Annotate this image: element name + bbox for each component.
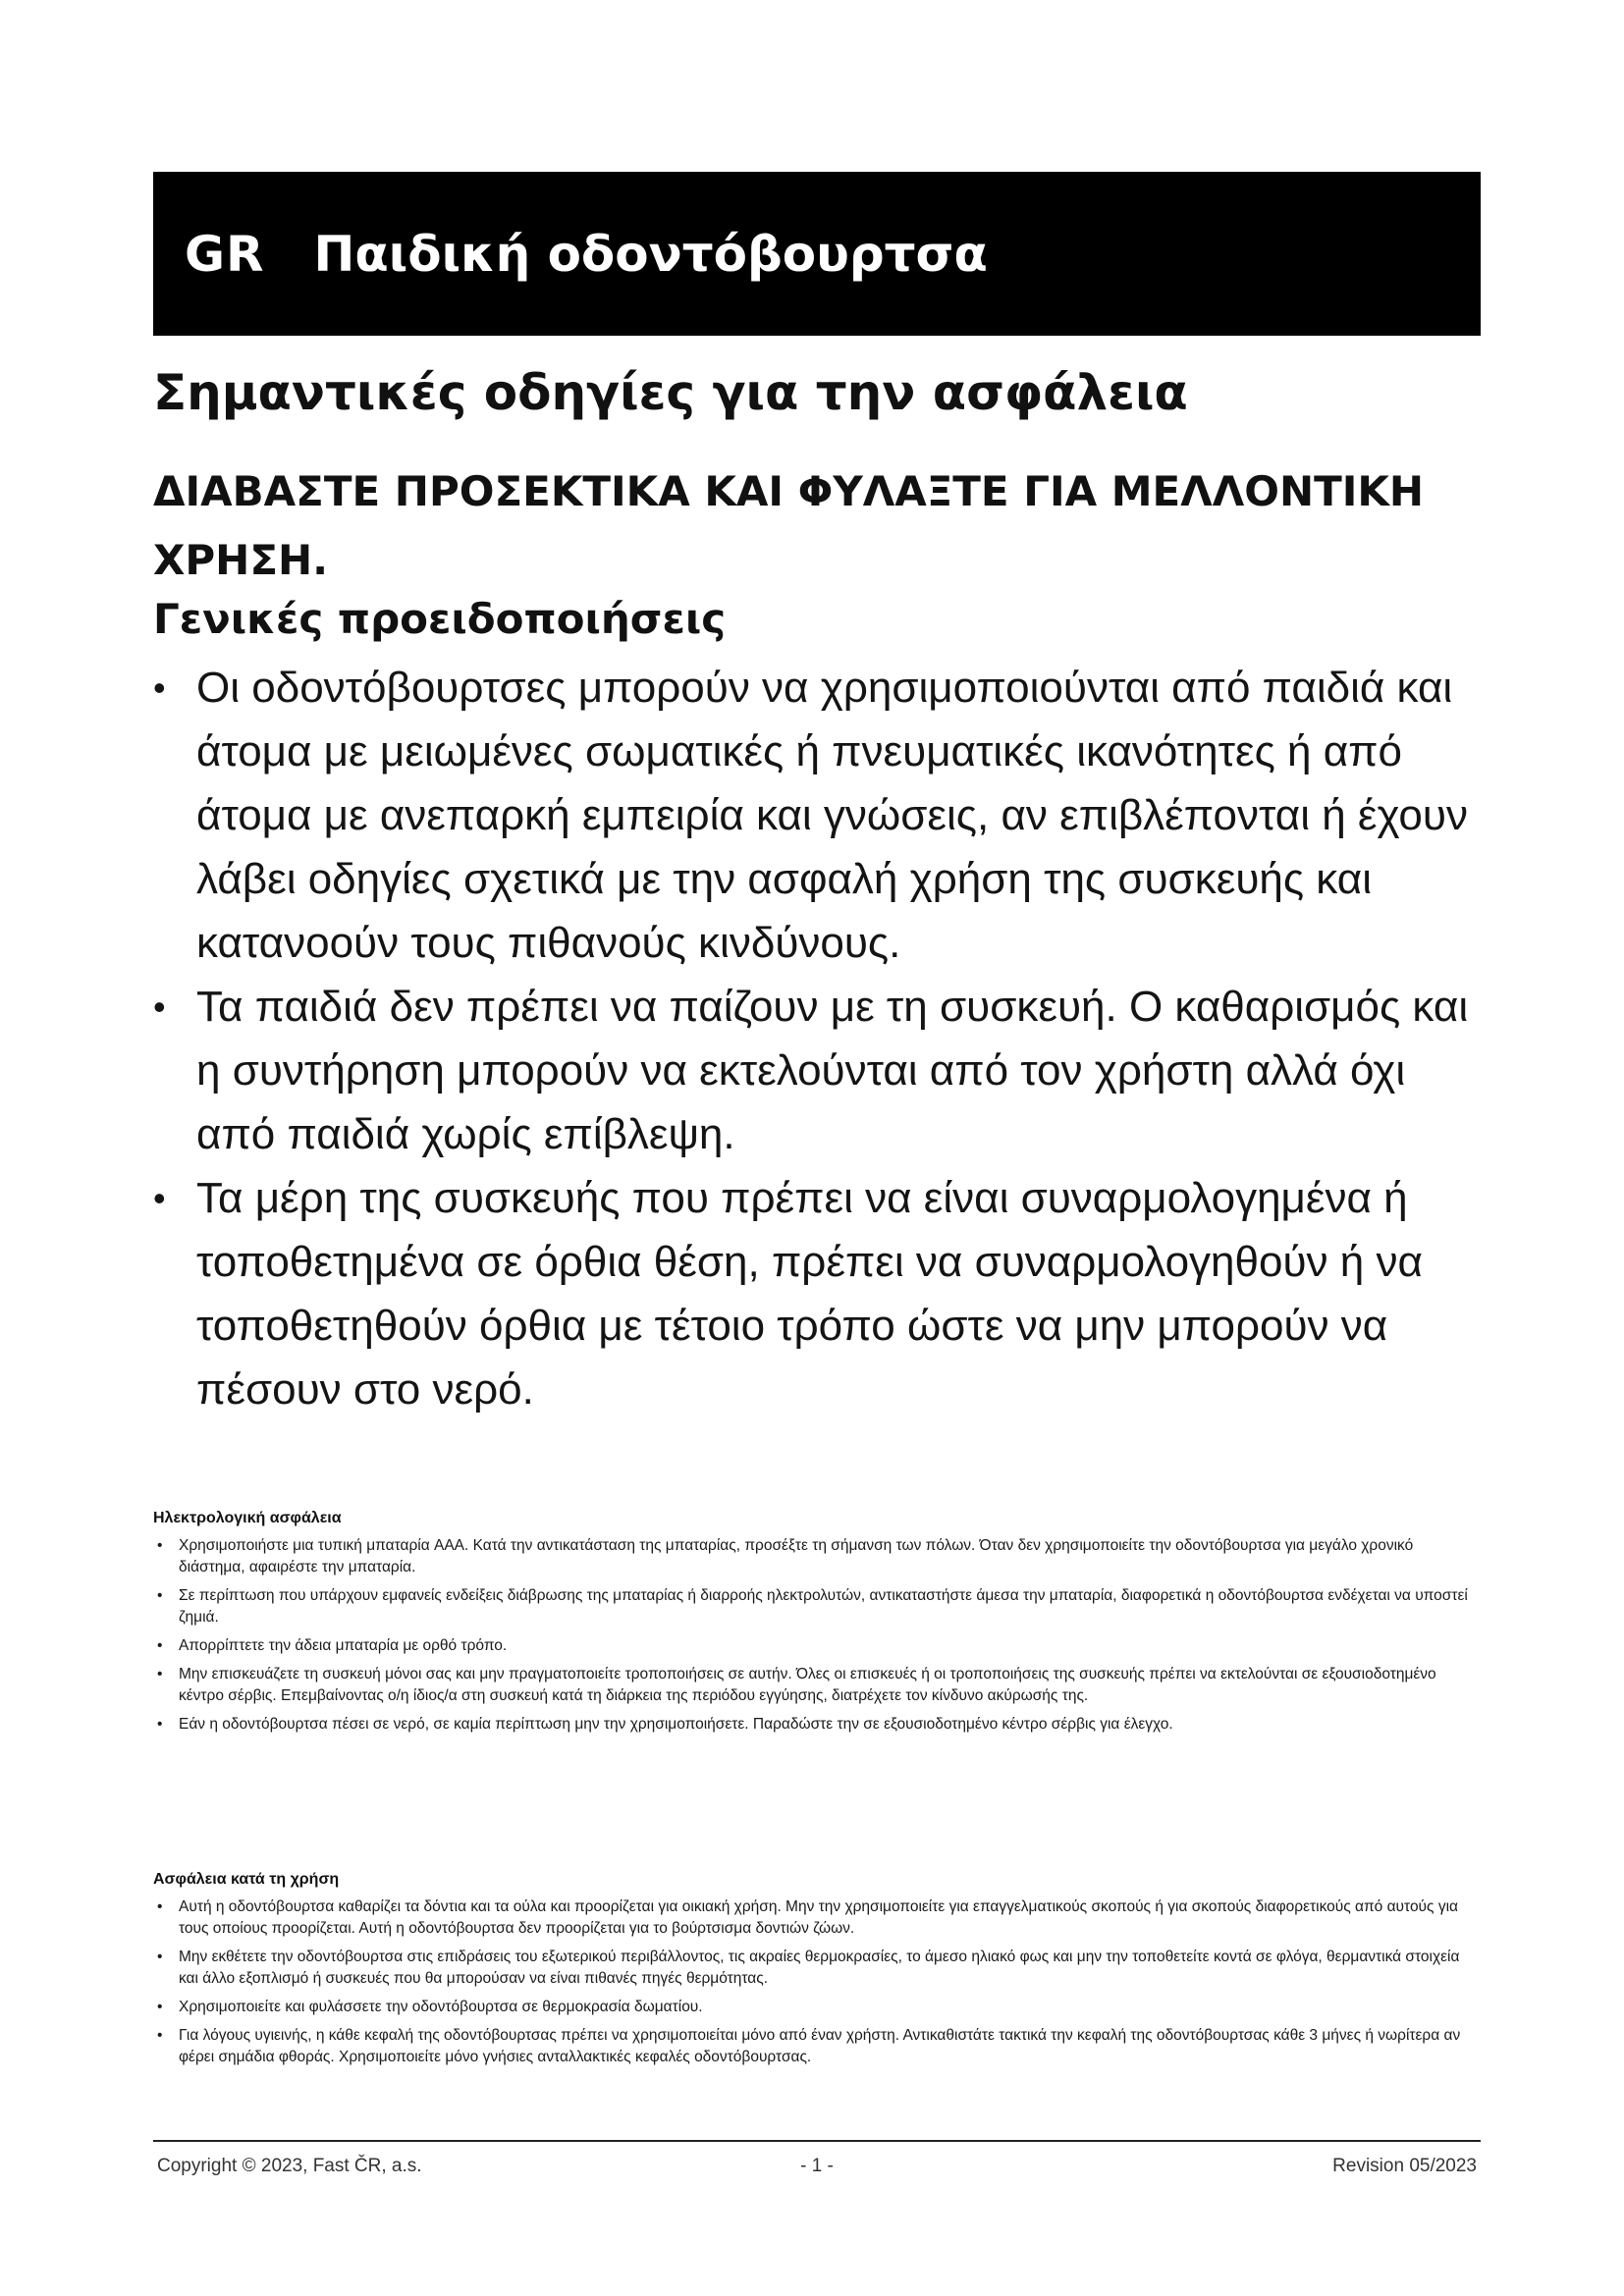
product-title: Παιδική οδοντόβουρτσα: [313, 225, 988, 283]
language-code: GR: [185, 225, 265, 283]
section-title: Σημαντικές οδηγίες για την ασφάλεια: [153, 364, 1188, 421]
list-item: • Σε περίπτωση που υπάρχουν εμφανείς ενδείξεις διάβρωσης της μπαταρίας ή διαρροής ηλεκτρολυτών, αντικαταστήστε άμεσα την μπαταρία, διαφορετικά η οδοντόβουρτσα ενδέχεται να υποστεί ζημιά.: [153, 1585, 1481, 1629]
list-item: • Οι οδοντόβουρτσες μπορούν να χρησιμοποιούνται από παιδιά και άτομα με μειωμένες σωματικές ή πνευματικές ικανότητες ή από άτομα με ανεπαρκή εμπειρία και γνώσεις, αν επιβλέπονται ή έχουν λάβει οδηγίες σχετικά με την ασφαλή χρήση της συσκευής και κατανοούν τους πιθανούς κινδύνους.: [153, 656, 1481, 975]
list-item: • Απορρίπτετε την άδεια μπαταρία με ορθό τρόπο.: [153, 1635, 1481, 1657]
list-item: • Εάν η οδοντόβουρτσα πέσει σε νερό, σε καμία περίπτωση μην την χρησιμοποιήσετε. Παραδώστε την σε εξουσιοδοτημένο κέντρο σέρβις για έλεγχο.: [153, 1714, 1481, 1735]
header-bar: [153, 172, 1481, 336]
page-number: - 1 -: [800, 2156, 834, 2176]
usage-safety-list: [153, 1896, 1481, 2075]
copyright-text: Copyright © 2023, Fast ČR, a.s.: [157, 2156, 422, 2176]
read-carefully-title: ΔΙΑΒΑΣΤΕ ΠΡΟΣΕΚΤΙΚΑ ΚΑΙ ΦΥΛΑΞΤΕ ΓΙΑ ΜΕΛΛΟΝΤΙΚΗ ΧΡΗΣΗ.: [153, 467, 1425, 584]
list-item: • Χρησιμοποιείτε και φυλάσσετε την οδοντόβουρτσα σε θερμοκρασία δωματίου.: [153, 1997, 1481, 2018]
footer-divider: [153, 2140, 1481, 2142]
list-item: • Μην εκθέτετε την οδοντόβουρτσα στις επιδράσεις του εξωτερικού περιβάλλοντος, τις ακραίες θερμοκρασίες, το άμεσο ηλιακό φως και μην την τοποθετείτε κοντά σε φλόγα, θερμαντικά στοιχεία και άλλο εξοπλισμό ή συσκευές που θα μπορούσαν να είναι πιθανές πηγές θερμότητας.: [153, 1947, 1481, 1990]
list-item: • Για λόγους υγιεινής, η κάθε κεφαλή της οδοντόβουρτσας πρέπει να χρησιμοποιείται μόνο από έναν χρήστη. Αντικαθιστάτε τακτικά την κεφαλή της οδοντόβουρτσας κάθε 3 μήνες ή νωρίτερα αν φέρει σημάδια φθοράς. Χρησιμοποιείτε μόνο γνήσιες ανταλλακτικές κεφαλές οδοντόβουρτσας.: [153, 2025, 1481, 2068]
list-item: • Μην επισκευάζετε τη συσκευή μόνοι σας και μην πραγματοποιείτε τροποποιήσεις σε αυτήν. Όλες οι επισκευές ή οι τροποποιήσεις της συσκευής πρέπει να εκτελούνται σε εξουσιοδοτημένο κέντρο σέρβις. Επεμβαίνοντας ο/η ίδιος/α στη συσκευή κατά τη διάρκεια της περιόδου εγγύησης, διατρέχετε τον κίνδυνο ακύρωσής της.: [153, 1664, 1481, 1707]
list-item: • Αυτή η οδοντόβουρτσα καθαρίζει τα δόντια και τα ούλα και προορίζεται για οικιακή χρήση. Μην την χρησιμοποιείτε για επαγγελματικούς σκοπούς ή για σκοπούς διαφορετικούς από αυτούς για τους οποίους προορίζεται. Αυτή η οδοντόβουρτσα δεν προορίζεται για το βούρτσισμα δοντιών ζώων.: [153, 1896, 1481, 1940]
list-item: • Χρησιμοποιήστε μια τυπική μπαταρία AAA. Κατά την αντικατάσταση της μπαταρίας, προσέξτε τη σήμανση των πόλων. Όταν δεν χρησιμοποιείτε την οδοντόβουρτσα για μεγάλο χρονικό διάστημα, αφαιρέστε την μπαταρία.: [153, 1535, 1481, 1578]
list-item: • Τα μέρη της συσκευής που πρέπει να είναι συναρμολογημένα ή τοποθετημένα σε όρθια θέση, πρέπει να συναρμολογηθούν ή να τοποθετηθούν όρθια με τέτοιο τρόπο ώστε να μην μπορούν να πέσουν στο νερό.: [153, 1166, 1481, 1421]
revision-text: Revision 05/2023: [1332, 2156, 1477, 2176]
list-item: • Τα παιδιά δεν πρέπει να παίζουν με τη συσκευή. Ο καθαρισμός και η συντήρηση μπορούν να εκτελούνται από τον χρήστη αλλά όχι από παιδιά χωρίς επίβλεψη.: [153, 975, 1481, 1166]
general-warnings-title: Γενικές προειδοποιήσεις: [153, 595, 727, 643]
electrical-safety-title: Ηλεκτρολογική ασφάλεια: [153, 1510, 342, 1526]
usage-safety-title: Ασφάλεια κατά τη χρήση: [153, 1871, 340, 1888]
electrical-safety-list: [153, 1535, 1481, 1742]
general-warnings-list: [153, 656, 1481, 1421]
